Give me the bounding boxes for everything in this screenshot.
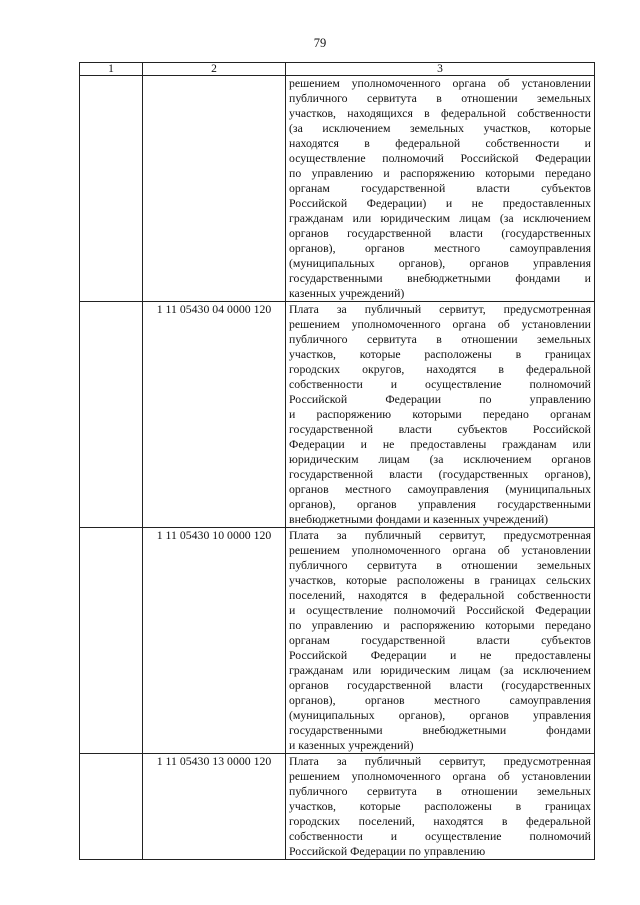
description-line: решением уполномоченного органа об установлении [289,76,591,90]
description-line: гражданам или юридическим лицам (за исключением [289,663,591,677]
description-line: Плата за публичный сервитут, предусмотренная [289,302,591,316]
budget-code-cell: 1 11 05430 13 0000 120 [143,754,286,860]
description-line: внебюджетными фондами и казенных учреждений) [289,512,549,526]
description-line: государственными внебюджетными фондами [289,723,591,737]
description-line: государственными внебюджетными фондами и [289,271,591,285]
budget-code-cell: 1 11 05430 04 0000 120 [143,302,286,528]
description-line: Российской Федерации по управлению [289,844,486,858]
description-line: Российской Федерации по управлению [289,392,591,406]
description-line: Плата за публичный сервитут, предусмотренная [289,754,591,768]
description-line: и распоряжению которыми передано органам [289,407,591,421]
description-cell [286,302,595,528]
description-cell [286,76,595,302]
table-row [80,302,595,528]
description-line: собственности и осуществление полномочий [289,829,591,843]
column-header-3: 3 [286,63,595,76]
description-line: органов), органов местного самоуправления [289,241,591,255]
description-line: по управлению и распоряжению которыми передано [289,618,591,632]
description-line: публичного сервитута в отношении земельных [289,784,591,798]
description-line: публичного сервитута в отношении земельных [289,91,591,105]
table-row [80,528,595,754]
description-line: и осуществление полномочий Российской Федерации [289,603,591,617]
description-line: Федерации и не предоставлены гражданам или [289,437,591,451]
description-line: участков, которые расположены в границах [289,799,591,813]
description-cell [286,754,595,860]
description-line: органов местного самоуправления (муниципальных [289,482,591,496]
budget-code-table [79,62,595,860]
description-line: органам государственной власти субъектов [289,181,591,195]
description-line: Российской Федерации) и не предоставленных [289,196,591,210]
table-header-row [80,63,595,76]
description-line: (муниципальных органов), органов управления [289,256,591,270]
description-line: участков, находящихся в федеральной собственности [289,106,591,120]
column-header-1: 1 [80,63,143,76]
description-line: по управлению и распоряжению которыми передано [289,166,591,180]
description-line: решением уполномоченного органа об установлении [289,317,591,331]
description-line: (муниципальных органов), органов управления [289,708,591,722]
description-line: органов), органов местного самоуправления [289,693,591,707]
description-line: и казенных учреждений) [289,738,414,752]
description-line: публичного сервитута в отношении земельных [289,558,591,572]
cell-col1 [80,302,143,528]
table-row [80,76,595,302]
budget-code-cell [143,76,286,302]
description-line: участков, которые расположены в границах [289,347,591,361]
cell-col1 [80,754,143,860]
description-line: (за исключением земельных участков, которые [289,121,591,135]
cell-col1 [80,528,143,754]
description-line: юридическим лицам (за исключением органов [289,452,591,466]
description-line: осуществление полномочий Российской Федерации [289,151,591,165]
description-line: органам государственной власти субъектов [289,633,591,647]
description-line: городских округов, находятся в федеральной [289,362,591,376]
description-line: решением уполномоченного органа об установлении [289,543,591,557]
description-line: государственной власти (государственных органов), [289,467,591,481]
description-line: участков, которые расположены в границах сельских [289,573,591,587]
description-line: органов), органов управления государственными [289,497,591,511]
description-line: казенных учреждений) [289,286,405,300]
budget-code-cell: 1 11 05430 10 0000 120 [143,528,286,754]
description-line: государственной власти субъектов Российской [289,422,591,436]
description-line: Российской Федерации и не предоставлены [289,648,591,662]
description-line: органов государственной власти (государственных [289,678,591,692]
column-header-2: 2 [143,63,286,76]
description-line: Плата за публичный сервитут, предусмотренная [289,528,591,542]
page-number: 79 [313,36,327,50]
description-line: находятся в федеральной собственности и [289,136,591,150]
description-line: собственности и осуществление полномочий [289,377,591,391]
cell-col1 [80,76,143,302]
description-cell [286,528,595,754]
table-row [80,754,595,860]
description-line: поселений, находятся в федеральной собственности [289,588,591,602]
description-line: публичного сервитута в отношении земельных [289,332,591,346]
description-line: гражданам или юридическим лицам (за исключением [289,211,591,225]
description-line: городских поселений, находятся в федеральной [289,814,591,828]
description-line: органов государственной власти (государственных [289,226,591,240]
description-line: решением уполномоченного органа об установлении [289,769,591,783]
